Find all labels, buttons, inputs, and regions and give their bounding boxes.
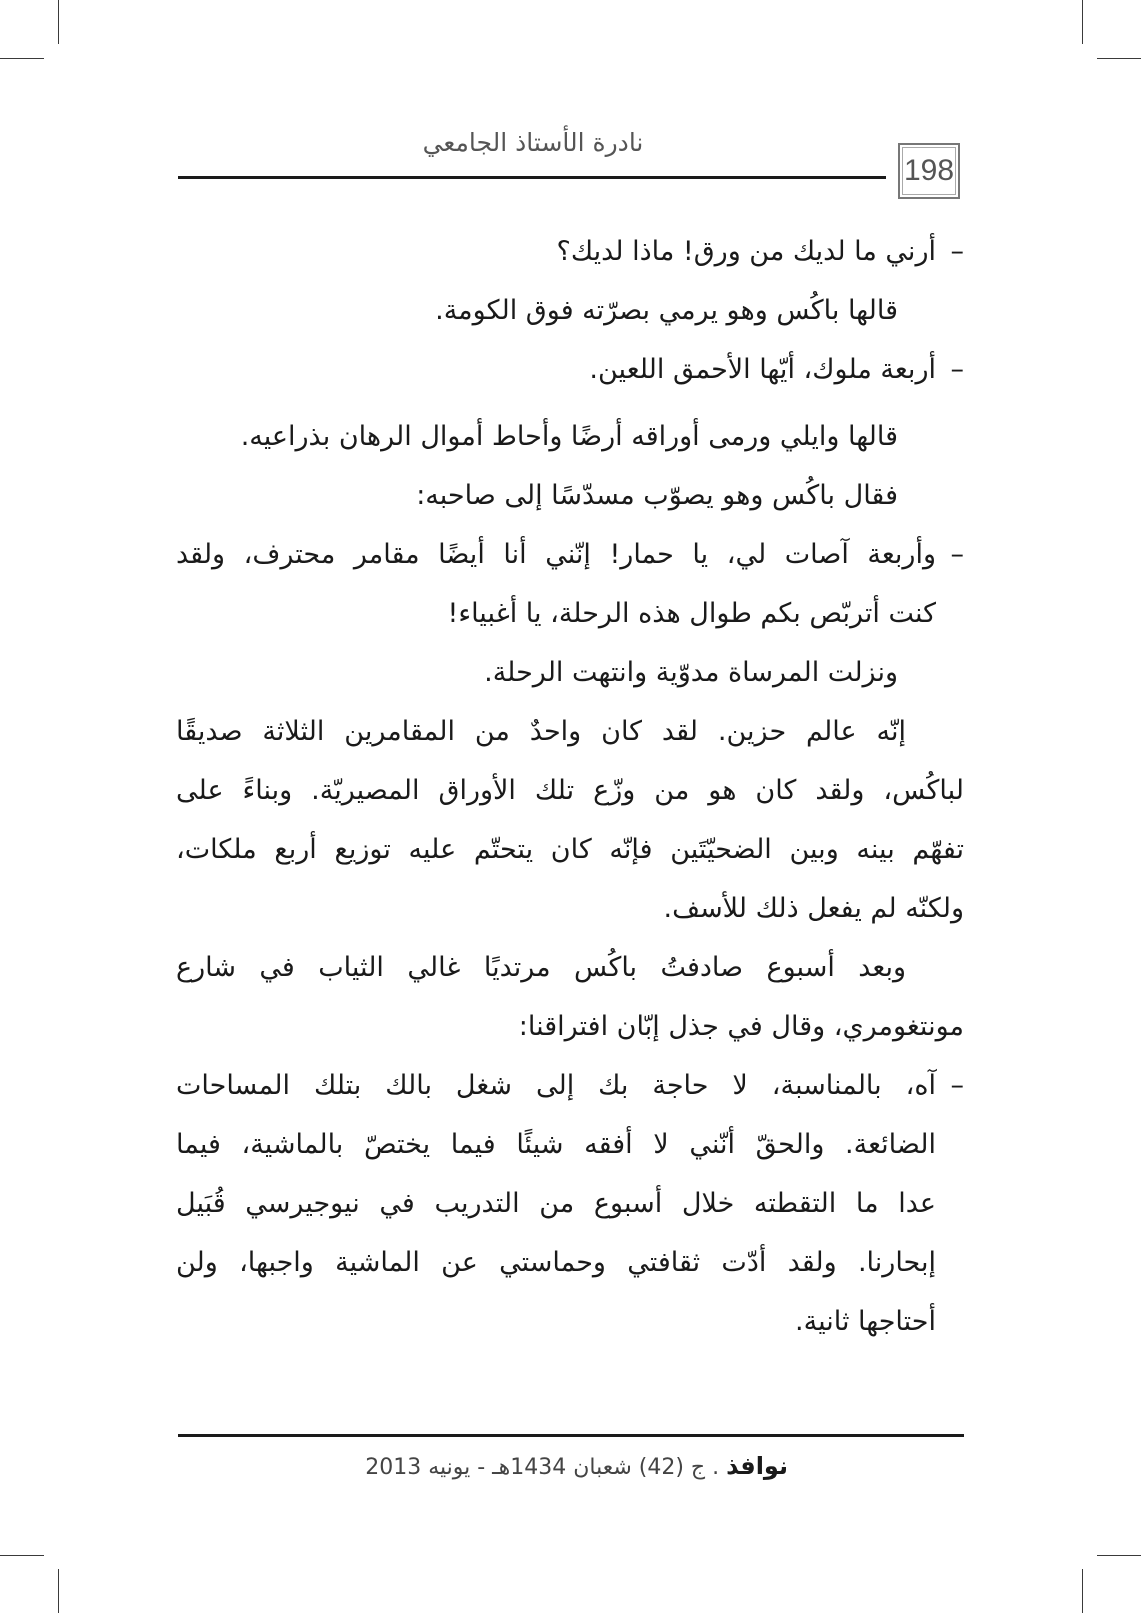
crop-mark	[1082, 1569, 1083, 1613]
crop-mark	[0, 1555, 44, 1556]
text-line: أحتاجها ثانية.	[795, 1306, 936, 1337]
dialogue-dash: –	[950, 354, 964, 385]
text-line: ولكنّه لم يفعل ذلك للأسف.	[663, 893, 964, 924]
dialogue-line	[176, 525, 964, 584]
dialogue-dash: –	[950, 236, 964, 267]
dialogue-dash: –	[950, 539, 964, 570]
text-line: وأربعة آصات لي، يا حمار! إنّني أنا أيضًا مقامر محترف، ولقد	[176, 539, 936, 570]
crop-mark	[1097, 58, 1141, 59]
crop-mark	[0, 58, 44, 59]
text-line: قالها وايلي ورمى أوراقه أرضًا وأحاط أموال الرهان بذراعيه.	[240, 421, 898, 452]
text-line: أرني ما لديك من ورق! ماذا لديك؟	[556, 236, 936, 267]
body-text	[176, 222, 964, 1351]
dialogue-dash: –	[950, 1070, 964, 1101]
footer	[178, 1452, 788, 1480]
header-rule	[178, 176, 886, 179]
text-line: قالها باكُس وهو يرمي بصرّته فوق الكومة.	[435, 295, 898, 326]
text-line: وبعد أسبوع صادفتُ باكُس مرتديًا غالي الثياب في شارع	[176, 952, 906, 983]
text-line: مونتغومري، وقال في جذل إبّان افتراقنا:	[518, 1011, 964, 1042]
text-line: ونزلت المرساة مدوّية وانتهت الرحلة.	[484, 657, 898, 688]
text-line: عدا ما التقطته خلال أسبوع من التدريب في نيوجيرسي قُبَيل	[176, 1188, 936, 1219]
text-line: الضائعة. والحقّ أنّني لا أفقه شيئًا فيما يختصّ بالماشية، فيما	[176, 1129, 936, 1160]
text-line: كنت أتربّص بكم طوال هذه الرحلة، يا أغبياء!	[447, 598, 936, 629]
issue-info: . ج (42) شعبان 1434هـ - يونيه 2013	[365, 1455, 720, 1480]
journal-logo: نوافذ	[726, 1452, 788, 1480]
dialogue-line	[176, 1056, 964, 1115]
dialogue-line	[176, 222, 964, 281]
text-line: أربعة ملوك، أيّها الأحمق اللعين.	[589, 354, 936, 385]
crop-mark	[58, 0, 59, 44]
footer-rule	[178, 1434, 964, 1437]
text-line: إنّه عالم حزين. لقد كان واحدٌ من المقامرين الثلاثة صديقًا	[176, 716, 906, 747]
crop-mark	[1097, 1555, 1141, 1556]
text-line: فقال باكُس وهو يصوّب مسدّسًا إلى صاحبه:	[416, 480, 898, 511]
crop-mark	[58, 1569, 59, 1613]
text-line: تفهّم بينه وبين الضحيّتَين فإنّه كان يتحتّم عليه توزيع أربع ملكات،	[176, 834, 964, 865]
dialogue-line	[176, 340, 964, 399]
running-title: نادرة الأستاذ الجامعي	[422, 128, 644, 157]
page-number: 198	[898, 143, 960, 199]
crop-mark	[1082, 0, 1083, 44]
text-line: لباكُس، ولقد كان هو من وزّع تلك الأوراق المصيريّة. وبناءً على	[176, 775, 964, 806]
text-line: إبحارنا. ولقد أدّت ثقافتي وحماستي عن الماشية واجبها، ولن	[176, 1247, 936, 1278]
text-line: آه، بالمناسبة، لا حاجة بك إلى شغل بالك بتلك المساحات	[176, 1070, 936, 1101]
